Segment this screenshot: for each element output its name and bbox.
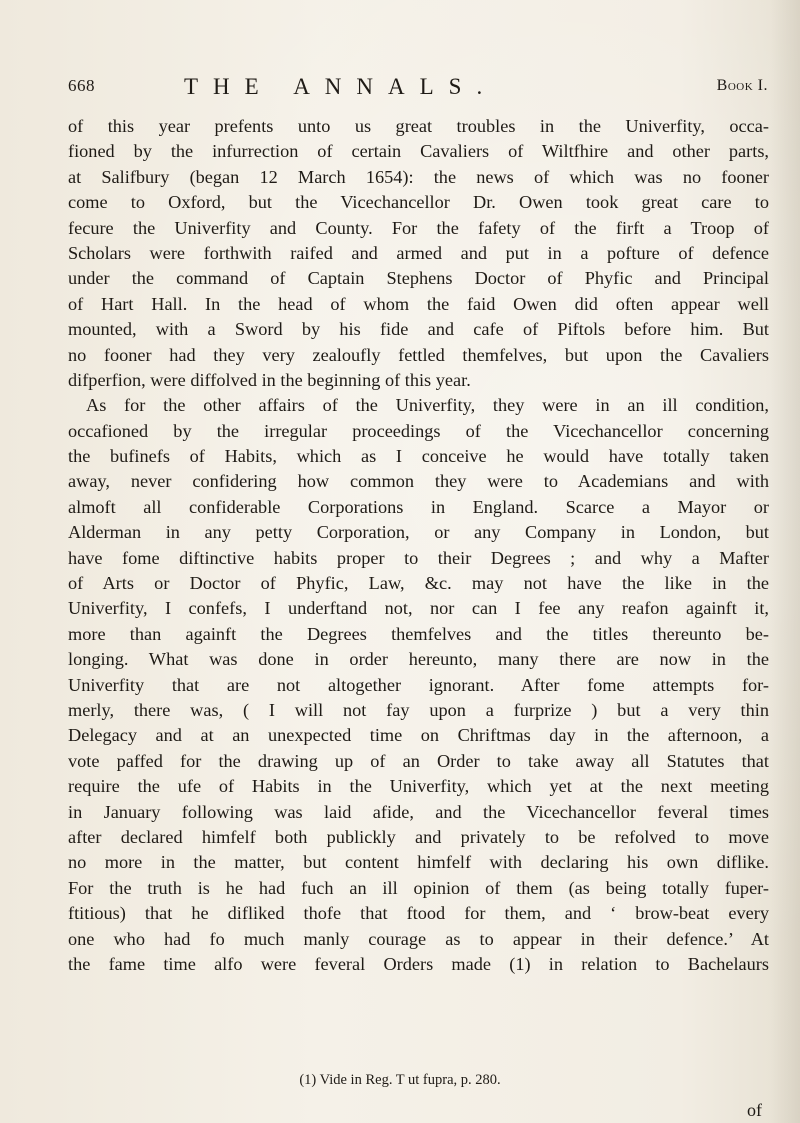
catchword: of — [747, 1100, 762, 1120]
text-line: no more in the matter, but content himfelf with declaring his own diflike. — [68, 852, 769, 873]
text-line: require the ufe of Habits in the Univerfity, which yet at the next meeting — [68, 776, 769, 797]
text-line: more than againft the Degrees themfelves and the titles thereunto be- — [68, 623, 769, 644]
text-line: For the truth is he had fuch an ill opinion of them (as being totally fuper- — [68, 877, 769, 898]
text-line: one who had fo much manly courage as to appear in their defence.’ At — [68, 928, 769, 949]
text-line: Univerfity, I confefs, I underftand not, nor can I fee any reafon againft it, — [68, 598, 769, 619]
text-line: Scholars were forthwith raifed and armed and put in a pofture of defence — [68, 242, 769, 263]
text-line: difperfion, were diffolved in the beginning of this year. — [68, 369, 471, 390]
text-line: Alderman in any petty Corporation, or any Company in London, but — [68, 522, 769, 543]
text-line: occafioned by the irregular proceedings of the Vicechancellor concerning — [68, 420, 769, 441]
text-line: ftitious) that he difliked thofe that ftood for them, and ‘ brow-beat every — [68, 903, 769, 924]
text-line: after declared himfelf both publickly and privately to be refolved to move — [68, 826, 769, 847]
text-line: fioned by the infurrection of certain Cavaliers of Wiltfhire and other parts, — [68, 141, 769, 162]
body-text — [68, 114, 769, 977]
text-line: no fooner had they very zealoufly fettled themfelves, but upon the Cavaliers — [68, 344, 769, 365]
page-fold-shadow — [770, 0, 800, 1123]
text-line: the fame time alfo were feveral Orders made (1) in relation to Bachelaurs — [68, 953, 769, 974]
footnote: (1) Vide in Reg. T ut fupra, p. 280. — [299, 1072, 501, 1088]
page-number: 668 — [68, 76, 95, 95]
text-line: fecure the Univerfity and County. For the fafety of the firft a Troop of — [68, 217, 769, 238]
text-line: vote paffed for the drawing up of an Order to take away all Statutes that — [68, 750, 769, 771]
page-header — [68, 74, 768, 100]
text-line: under the command of Captain Stephens Doctor of Phyfic and Principal — [68, 268, 769, 289]
text-line: longing. What was done in order hereunto, many there are now in the — [68, 649, 769, 670]
running-title: THE ANNALS. — [184, 74, 498, 99]
text-line: of this year prefents unto us great troubles in the Univerfity, occa- — [68, 116, 769, 136]
text-line: As for the other affairs of the Univerfity, they were in an ill condition, — [86, 395, 769, 416]
text-line: away, never confidering how common they were to Academians and with — [68, 471, 769, 492]
text-line: almoft all confiderable Corporations in England. Scarce a Mayor or — [68, 496, 769, 517]
text-line: of Hart Hall. In the head of whom the faid Owen did often appear well — [68, 293, 769, 314]
text-line: Delegacy and at an unexpected time on Chriftmas day in the afternoon, a — [68, 725, 769, 746]
text-line: Univerfity that are not altogether ignorant. After fome attempts for- — [68, 674, 769, 695]
text-line: come to Oxford, but the Vicechancellor Dr. Owen took great care to — [68, 192, 769, 213]
text-line: at Salifbury (began 12 March 1654): the news of which was no fooner — [68, 166, 769, 187]
text-line: merly, there was, ( I will not fay upon a furprize ) but a very thin — [68, 699, 769, 720]
text-line: of Arts or Doctor of Phyfic, Law, &c. may not have the like in the — [68, 573, 769, 594]
text-line: have fome diftinctive habits proper to their Degrees ; and why a Mafter — [68, 547, 769, 568]
book-label: Book I. — [716, 77, 768, 94]
text-line: in January following was laid afide, and the Vicechancellor feveral times — [68, 801, 769, 822]
text-line: the bufinefs of Habits, which as I conceive he would have totally taken — [68, 446, 769, 467]
text-line: mounted, with a Sword by his fide and cafe of Piftols before him. But — [68, 319, 769, 340]
